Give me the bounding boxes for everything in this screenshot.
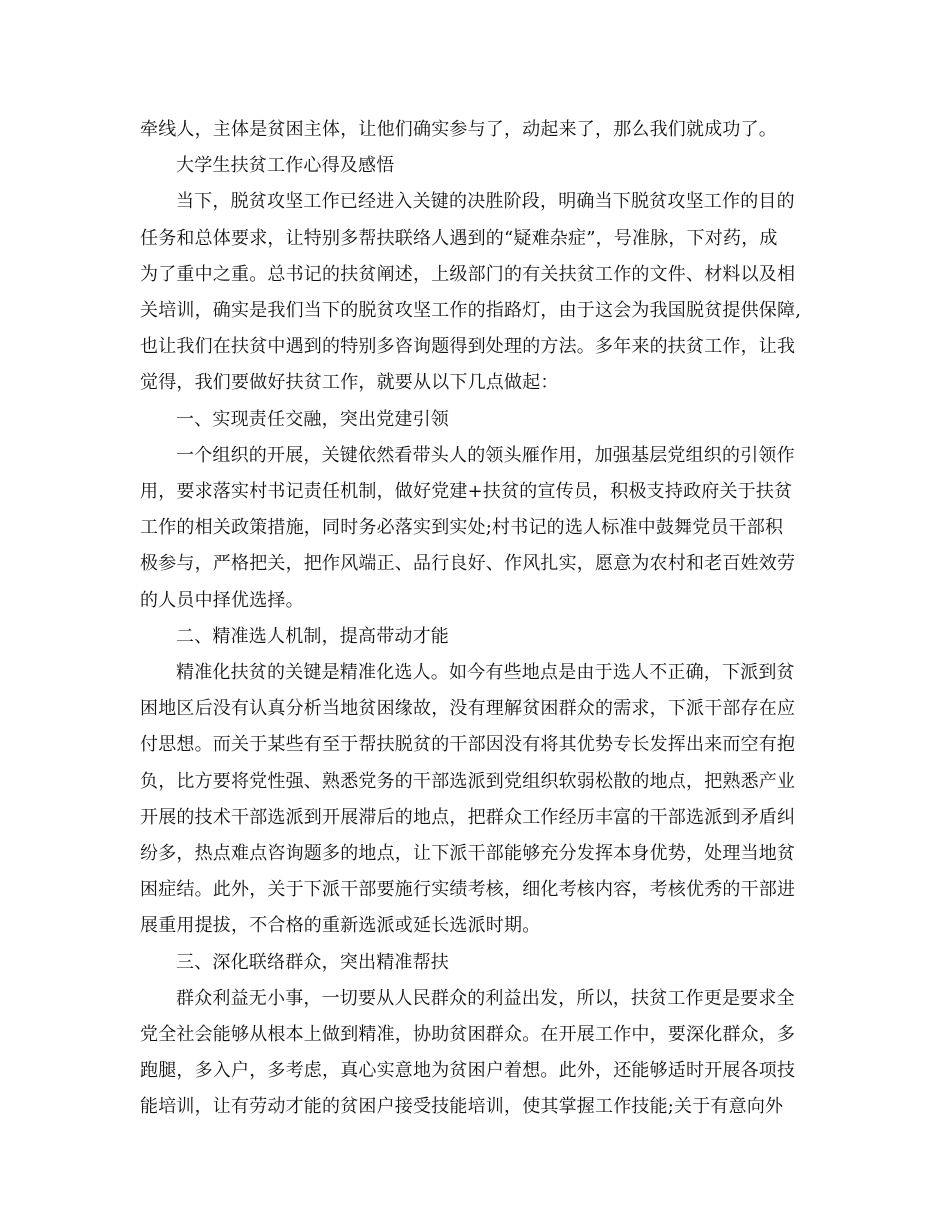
paragraph-line: 用，要求落实村书记责任机制，做好党建+扶贫的宣传员，积极支持政府关于扶贫 bbox=[140, 481, 793, 503]
paragraph-line: 当下，脱贫攻坚工作已经进入关键的决胜阶段，明确当下脱贫攻坚工作的目的 bbox=[176, 191, 795, 213]
paragraph-line: 觉得，我们要做好扶贫工作，就要从以下几点做起： bbox=[140, 372, 559, 394]
paragraph-line: 任务和总体要求，让特别多帮扶联络人遇到的“疑难杂症”，号准脉，下对药，成 bbox=[140, 227, 778, 249]
paragraph-line: 一个组织的开展，关键依然看带头人的领头雁作用，加强基层党组织的引领作 bbox=[176, 444, 795, 466]
paragraph-line: 党全社会能够从根本上做到精准，协助贫困群众。在开展工作中，要深化群众，多 bbox=[140, 1024, 796, 1046]
paragraph-line: 也让我们在扶贫中遇到的特别多咨询题得到处理的方法。多年来的扶贫工作，让我 bbox=[140, 336, 796, 358]
paragraph-line: 的人员中择优选择。 bbox=[140, 589, 304, 611]
paragraph-line: 展重用提拔，不合格的重新选派或延长选派时期。 bbox=[140, 915, 541, 937]
essay-title: 大学生扶贫工作心得及感悟 bbox=[176, 155, 395, 177]
section-heading-3: 三、深化联络群众，突出精准帮扶 bbox=[176, 951, 449, 973]
paragraph-line: 付思想。而关于某些有至于帮扶脱贫的干部因没有将其优势专长发挥出来而空有抱 bbox=[140, 734, 796, 756]
paragraph-line: 牵线人，主体是贫困主体，让他们确实参与了，动起来了，那么我们就成功了。 bbox=[140, 119, 777, 140]
paragraph-line: 开展的技术干部选派到开展滞后的地点，把群众工作经历丰富的干部选派到矛盾纠 bbox=[140, 806, 796, 828]
paragraph-line: 跑腿，多入户，多考虑，真心实意地为贫困户着想。此外，还能够适时开展各项技 bbox=[140, 1060, 796, 1082]
paragraph-line: 能培训，让有劳动才能的贫困户接受技能培训，使其掌握工作技能;关于有意向外 bbox=[140, 1096, 784, 1118]
paragraph-line: 负，比方要将党性强、熟悉党务的干部选派到党组织软弱松散的地点，把熟悉产业 bbox=[140, 770, 796, 792]
paragraph-line: 纷多，热点难点咨询题多的地点，让下派干部能够充分发挥本身优势，处理当地贫 bbox=[140, 843, 796, 865]
paragraph-line: 工作的相关政策措施，同时务必落实到实处;村书记的选人标准中鼓舞党员干部积 bbox=[140, 517, 784, 539]
document-body bbox=[140, 112, 820, 1126]
paragraph-line: 极参与，严格把关，把作风端正、品行良好、作风扎实，愿意为农村和老百姓效劳 bbox=[140, 553, 796, 575]
paragraph-line: 群众利益无小事，一切要从人民群众的利益出发，所以，扶贫工作更是要求全 bbox=[176, 987, 795, 1009]
section-heading-2: 二、精准选人机制，提高带动才能 bbox=[176, 625, 449, 647]
paragraph-line: 精准化扶贫的关键是精准化选人。如今有些地点是由于选人不正确，下派到贫 bbox=[176, 662, 795, 684]
paragraph-line: 困症结。此外，关于下派干部要施行实绩考核，细化考核内容，考核优秀的干部进 bbox=[140, 879, 796, 901]
paragraph-line: 关培训，确实是我们当下的脱贫攻坚工作的指路灯，由于这会为我国脱贫提供保障, bbox=[140, 300, 802, 322]
paragraph-line: 困地区后没有认真分析当地贫困缘故，没有理解贫困群众的需求，下派干部存在应 bbox=[140, 698, 796, 720]
section-heading-1: 一、实现责任交融，突出党建引领 bbox=[176, 408, 449, 430]
paragraph-line: 为了重中之重。总书记的扶贫阐述，上级部门的有关扶贫工作的文件、材料以及相 bbox=[140, 263, 796, 285]
